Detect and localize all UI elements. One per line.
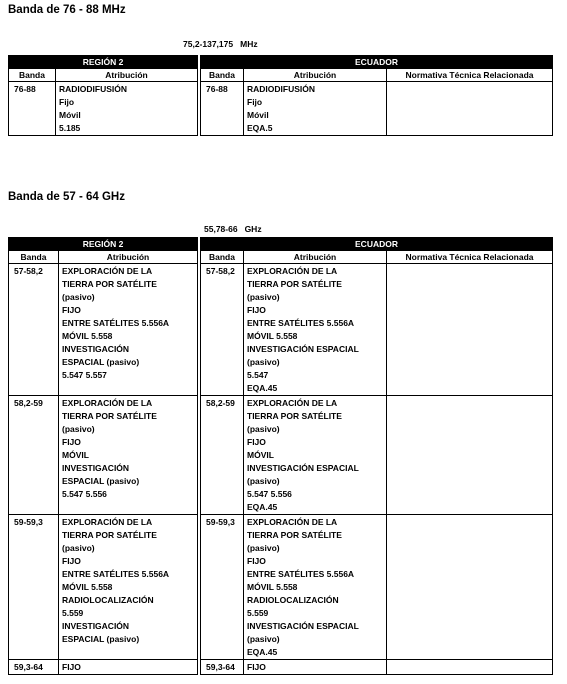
col-header-atribucion: Atribución — [56, 69, 198, 82]
allocation-line: 5.547 5.556 — [247, 489, 292, 499]
allocation-line: ESPACIAL (pasivo) — [62, 634, 140, 644]
normativa-cell — [387, 264, 553, 396]
allocation-line: FIJO — [62, 662, 81, 672]
allocation-line: ENTRE SATÉLITES 5.556A — [62, 569, 170, 579]
allocation-line: MÓVIL 5.558 — [62, 331, 113, 341]
allocation-line: EXPLORACIÓN DE LA — [247, 517, 338, 527]
ecuador-band-cell: 57-58,2 — [201, 264, 244, 396]
ecuador-allocation-cell — [244, 264, 387, 396]
region2-band-cell: 57-58,2 — [9, 264, 59, 396]
allocation-line: TIERRA POR SATÉLITE — [62, 279, 157, 289]
allocation-line: (pasivo) — [247, 292, 280, 302]
region2-allocation-cell — [56, 82, 198, 136]
section1-subrange — [183, 39, 258, 49]
allocation-line: EXPLORACIÓN DE LA — [62, 266, 153, 276]
allocation-line: 5.185 — [59, 123, 81, 133]
allocation-line: EXPLORACIÓN DE LA — [62, 517, 153, 527]
ecuador-allocation-cell — [244, 396, 387, 515]
col-header-normativa: Normativa Técnica Relacionada — [387, 69, 553, 82]
col-header-banda: Banda — [9, 251, 59, 264]
allocation-line: ESPACIAL (pasivo) — [62, 357, 140, 367]
ecuador-band-cell: 76-88 — [201, 82, 244, 136]
ecuador-band-cell: 59,3-64 — [201, 660, 244, 675]
allocation-line: EQA.5 — [247, 123, 273, 133]
table-row — [9, 660, 553, 675]
region2-allocation-cell — [59, 515, 198, 660]
allocation-line: 5.547 — [247, 370, 269, 380]
allocation-line: 5.547 5.557 — [62, 370, 107, 380]
col-header-atribucion: Atribución — [59, 251, 198, 264]
allocation-line: 5.547 5.556 — [62, 489, 107, 499]
allocation-line: FIJO — [247, 556, 266, 566]
allocation-line: TIERRA POR SATÉLITE — [62, 530, 157, 540]
normativa-cell — [387, 396, 553, 515]
ecuador-allocation-cell — [244, 515, 387, 660]
allocation-line: ENTRE SATÉLITES 5.556A — [247, 318, 355, 328]
allocation-line: ESPACIAL (pasivo) — [62, 476, 140, 486]
allocation-line: EXPLORACIÓN DE LA — [62, 398, 153, 408]
col-header-banda: Banda — [9, 69, 56, 82]
normativa-cell — [387, 82, 553, 136]
region2-group-header: REGIÓN 2 — [9, 238, 198, 251]
allocation-line: MÓVIL — [247, 450, 274, 460]
allocation-line: INVESTIGACIÓN — [62, 621, 130, 631]
allocation-line: MÓVIL 5.558 — [62, 582, 113, 592]
ecuador-band-cell: 58,2-59 — [201, 396, 244, 515]
allocation-line: FIJO — [247, 437, 266, 447]
allocation-line: INVESTIGACIÓN ESPACIAL — [247, 463, 359, 473]
table-row — [9, 396, 553, 515]
allocation-line: FIJO — [247, 662, 266, 672]
subrange-unit: MHz — [240, 39, 258, 49]
col-header-banda: Banda — [201, 69, 244, 82]
ecuador-allocation-cell — [244, 660, 387, 675]
ecuador-band-cell: 59-59,3 — [201, 515, 244, 660]
allocation-line: INVESTIGACIÓN ESPACIAL — [247, 344, 359, 354]
subrange-value: 55,78-66 — [204, 224, 238, 234]
allocation-line: MÓVIL 5.558 — [247, 582, 298, 592]
allocation-line: (pasivo) — [62, 543, 95, 553]
allocation-line: Fijo — [59, 97, 75, 107]
allocation-line: (pasivo) — [247, 424, 280, 434]
allocation-line: (pasivo) — [247, 357, 280, 367]
allocation-line: EXPLORACIÓN DE LA — [247, 398, 338, 408]
allocation-line: TIERRA POR SATÉLITE — [247, 411, 342, 421]
ecuador-group-header: ECUADOR — [201, 56, 553, 69]
allocation-line: (pasivo) — [62, 424, 95, 434]
col-header-banda: Banda — [201, 251, 244, 264]
allocation-table-1 — [8, 55, 553, 136]
region2-band-cell: 76-88 — [9, 82, 56, 136]
allocation-line: RADIOLOCALIZACIÓN — [62, 595, 154, 605]
allocation-line: ENTRE SATÉLITES 5.556A — [247, 569, 355, 579]
allocation-line: INVESTIGACIÓN — [62, 463, 130, 473]
allocation-line: FIJO — [247, 305, 266, 315]
allocation-line: (pasivo) — [247, 543, 280, 553]
table-row — [9, 515, 553, 660]
allocation-line: EQA.45 — [247, 383, 278, 393]
allocation-line: MÓVIL 5.558 — [247, 331, 298, 341]
allocation-line: RADIODIFUSIÓN — [59, 84, 127, 94]
allocation-line: MÓVIL — [62, 450, 89, 460]
section1-heading: Banda de 76 - 88 MHz — [8, 4, 126, 16]
allocation-line: INVESTIGACIÓN — [62, 344, 130, 354]
ecuador-allocation-cell — [244, 82, 387, 136]
col-header-atribucion: Atribución — [244, 251, 387, 264]
allocation-table-2 — [8, 237, 553, 675]
allocation-line: FIJO — [62, 437, 81, 447]
allocation-line: RADIODIFUSIÓN — [247, 84, 315, 94]
ecuador-group-header: ECUADOR — [201, 238, 553, 251]
col-header-atribucion: Atribución — [244, 69, 387, 82]
section2-heading: Banda de 57 - 64 GHz — [8, 191, 125, 203]
normativa-cell — [387, 660, 553, 675]
region2-group-header: REGIÓN 2 — [9, 56, 198, 69]
allocation-line: 5.559 — [247, 608, 269, 618]
allocation-line: TIERRA POR SATÉLITE — [62, 411, 157, 421]
allocation-line: EXPLORACIÓN DE LA — [247, 266, 338, 276]
table-row — [9, 264, 553, 396]
region2-allocation-cell — [59, 396, 198, 515]
section2-subrange — [204, 224, 262, 234]
allocation-line: FIJO — [62, 305, 81, 315]
region2-band-cell: 59,3-64 — [9, 660, 59, 675]
allocation-line: TIERRA POR SATÉLITE — [247, 279, 342, 289]
region2-allocation-cell — [59, 660, 198, 675]
region2-band-cell: 59-59,3 — [9, 515, 59, 660]
allocation-line: Fijo — [247, 97, 263, 107]
allocation-line: Móvil — [59, 110, 81, 120]
allocation-line: EQA.45 — [247, 502, 278, 512]
allocation-line: FIJO — [62, 556, 81, 566]
region2-allocation-cell — [59, 264, 198, 396]
col-header-normativa: Normativa Técnica Relacionada — [387, 251, 553, 264]
subrange-unit: GHz — [244, 224, 262, 234]
allocation-line: INVESTIGACIÓN ESPACIAL — [247, 621, 359, 631]
region2-band-cell: 58,2-59 — [9, 396, 59, 515]
allocation-line: (pasivo) — [247, 634, 280, 644]
allocation-line: Móvil — [247, 110, 269, 120]
normativa-cell — [387, 515, 553, 660]
allocation-line: ENTRE SATÉLITES 5.556A — [62, 318, 170, 328]
allocation-line: EQA.45 — [247, 647, 278, 657]
allocation-line: RADIOLOCALIZACIÓN — [247, 595, 339, 605]
table-row — [9, 82, 553, 136]
allocation-line: (pasivo) — [62, 292, 95, 302]
subrange-value: 75,2-137,175 — [183, 39, 234, 49]
allocation-line: (pasivo) — [247, 476, 280, 486]
allocation-line: TIERRA POR SATÉLITE — [247, 530, 342, 540]
allocation-line: 5.559 — [62, 608, 84, 618]
